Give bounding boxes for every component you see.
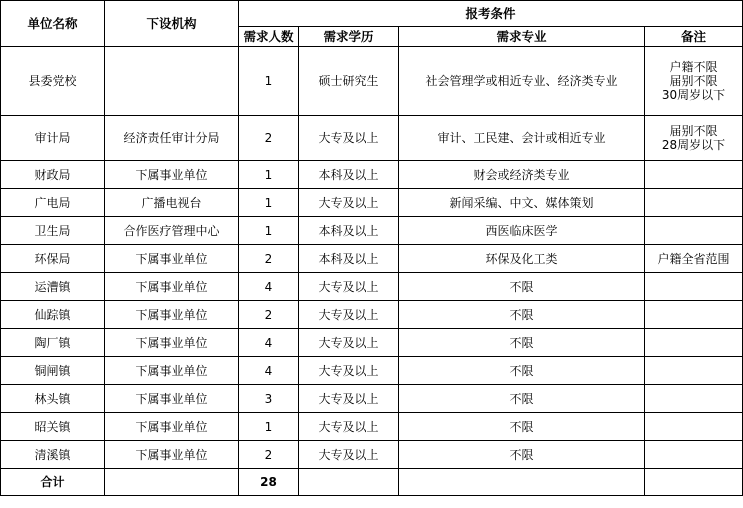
cell-unit: 陶厂镇 [1, 329, 105, 357]
cell-count: 3 [239, 385, 299, 413]
cell-sub-institution: 经济责任审计分局 [105, 116, 239, 161]
cell-note [645, 47, 743, 116]
cell-note [645, 217, 743, 245]
cell-education: 本科及以上 [299, 161, 399, 189]
cell-sub-institution: 下属事业单位 [105, 245, 239, 273]
total-empty-cell [299, 469, 399, 496]
cell-unit: 县委党校 [1, 47, 105, 116]
cell-note [645, 441, 743, 469]
table-row [1, 329, 743, 357]
cell-education: 大专及以上 [299, 329, 399, 357]
cell-major: 不限 [399, 273, 645, 301]
cell-unit: 财政局 [1, 161, 105, 189]
note-line: 户籍全省范围 [657, 251, 730, 266]
header-major: 需求专业 [399, 27, 645, 47]
cell-education: 本科及以上 [299, 245, 399, 273]
cell-major: 不限 [399, 301, 645, 329]
table-row [1, 273, 743, 301]
cell-count: 1 [239, 413, 299, 441]
cell-unit: 环保局 [1, 245, 105, 273]
note-line: 30周岁以下 [661, 88, 726, 102]
cell-count: 2 [239, 301, 299, 329]
total-empty-cell [105, 469, 239, 496]
cell-sub-institution: 下属事业单位 [105, 385, 239, 413]
table-row [1, 116, 743, 161]
header-note: 备注 [645, 27, 743, 47]
cell-note [645, 161, 743, 189]
cell-unit: 广电局 [1, 189, 105, 217]
cell-sub-institution [105, 47, 239, 116]
cell-major: 环保及化工类 [399, 245, 645, 273]
total-empty-cell [399, 469, 645, 496]
cell-education: 大专及以上 [299, 301, 399, 329]
cell-count: 1 [239, 47, 299, 116]
total-label: 合计 [1, 469, 105, 496]
table-row [1, 357, 743, 385]
cell-education: 大专及以上 [299, 116, 399, 161]
cell-education: 本科及以上 [299, 217, 399, 245]
table-row [1, 47, 743, 116]
cell-note [645, 273, 743, 301]
cell-note [645, 116, 743, 161]
cell-major: 不限 [399, 413, 645, 441]
cell-major: 不限 [399, 357, 645, 385]
note-line: 届别不限 [669, 124, 718, 138]
cell-sub-institution: 下属事业单位 [105, 301, 239, 329]
cell-major: 审计、工民建、会计或相近专业 [399, 116, 645, 161]
cell-count: 4 [239, 273, 299, 301]
cell-count: 4 [239, 357, 299, 385]
header-unit: 单位名称 [1, 1, 105, 47]
table-row [1, 441, 743, 469]
cell-unit: 卫生局 [1, 217, 105, 245]
cell-education: 大专及以上 [299, 441, 399, 469]
table-body [1, 47, 743, 469]
cell-count: 2 [239, 245, 299, 273]
header-conditions-group: 报考条件 [239, 1, 743, 27]
table-row [1, 161, 743, 189]
cell-sub-institution: 下属事业单位 [105, 329, 239, 357]
cell-education: 大专及以上 [299, 385, 399, 413]
cell-note [645, 357, 743, 385]
note-line: 28周岁以下 [661, 138, 726, 152]
cell-count: 1 [239, 217, 299, 245]
cell-major: 社会管理学或相近专业、经济类专业 [399, 47, 645, 116]
cell-education: 大专及以上 [299, 357, 399, 385]
cell-unit: 林头镇 [1, 385, 105, 413]
header-count: 需求人数 [239, 27, 299, 47]
cell-unit: 清溪镇 [1, 441, 105, 469]
cell-sub-institution: 下属事业单位 [105, 357, 239, 385]
cell-sub-institution: 下属事业单位 [105, 161, 239, 189]
cell-count: 1 [239, 189, 299, 217]
cell-unit: 仙踪镇 [1, 301, 105, 329]
cell-count: 1 [239, 161, 299, 189]
cell-sub-institution: 合作医疗管理中心 [105, 217, 239, 245]
total-row [1, 469, 743, 496]
note-line: 届别不限 [669, 74, 718, 88]
cell-unit: 运漕镇 [1, 273, 105, 301]
cell-major: 不限 [399, 441, 645, 469]
cell-major: 不限 [399, 385, 645, 413]
note-line: 户籍不限 [669, 60, 718, 74]
table-row [1, 189, 743, 217]
cell-major: 财会或经济类专业 [399, 161, 645, 189]
cell-major: 西医临床医学 [399, 217, 645, 245]
cell-count: 2 [239, 116, 299, 161]
header-sub-institution: 下设机构 [105, 1, 239, 47]
table-row [1, 217, 743, 245]
total-count: 28 [239, 469, 299, 496]
cell-major: 不限 [399, 329, 645, 357]
cell-note [645, 245, 743, 273]
cell-major: 新闻采编、中文、媒体策划 [399, 189, 645, 217]
cell-unit: 昭关镇 [1, 413, 105, 441]
cell-note [645, 301, 743, 329]
cell-sub-institution: 广播电视台 [105, 189, 239, 217]
cell-education: 大专及以上 [299, 273, 399, 301]
cell-education: 硕士研究生 [299, 47, 399, 116]
cell-count: 4 [239, 329, 299, 357]
cell-education: 大专及以上 [299, 189, 399, 217]
table-row [1, 245, 743, 273]
cell-note [645, 413, 743, 441]
cell-sub-institution: 下属事业单位 [105, 441, 239, 469]
cell-note [645, 329, 743, 357]
table-row [1, 301, 743, 329]
cell-unit: 铜闸镇 [1, 357, 105, 385]
cell-sub-institution: 下属事业单位 [105, 413, 239, 441]
header-education: 需求学历 [299, 27, 399, 47]
cell-note [645, 385, 743, 413]
table-row [1, 385, 743, 413]
cell-unit: 审计局 [1, 116, 105, 161]
cell-note [645, 189, 743, 217]
cell-count: 2 [239, 441, 299, 469]
total-empty-cell [645, 469, 743, 496]
table-row [1, 413, 743, 441]
cell-education: 大专及以上 [299, 413, 399, 441]
cell-sub-institution: 下属事业单位 [105, 273, 239, 301]
header-row-1 [1, 1, 743, 27]
